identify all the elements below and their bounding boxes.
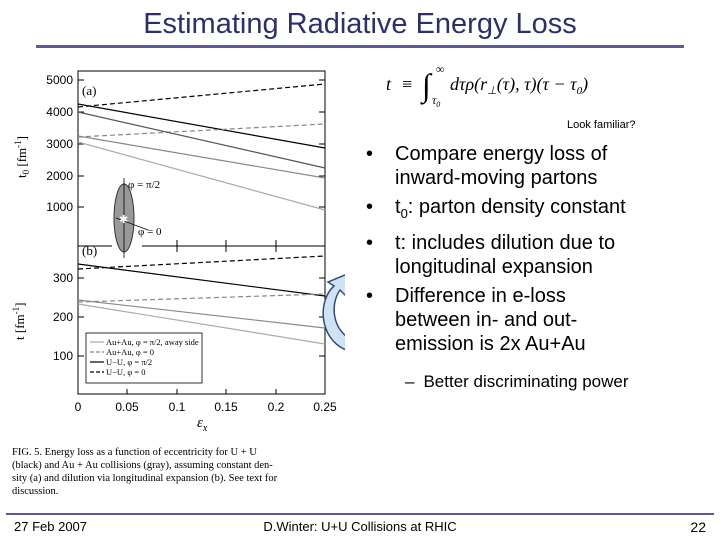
bullet-dot: • xyxy=(366,232,374,254)
slide-title: Estimating Radiative Energy Loss xyxy=(143,8,577,40)
caption-line: discussion. xyxy=(12,486,59,497)
equation xyxy=(380,62,630,108)
bullet-list xyxy=(364,142,710,361)
xtick-025: 0.25 xyxy=(313,400,337,414)
figure-caption xyxy=(12,446,342,498)
eq-upper: ∞ xyxy=(436,62,445,76)
legend-item: Au+Au, φ = π/2, away side xyxy=(106,337,199,347)
legend-item: U−U, φ = π/2 xyxy=(106,357,153,367)
bullet-dot: • xyxy=(366,285,374,307)
curved-arrow xyxy=(323,272,345,350)
caption-line: sity (a) and dilution via longitudinal expansion (b). See text for xyxy=(12,473,278,484)
xtick-005: 0.05 xyxy=(115,400,139,414)
curve-a-extra xyxy=(78,112,325,168)
xtick-01: 0.1 xyxy=(168,400,186,414)
ytick-b-300: 300 xyxy=(52,271,73,285)
ytick-b-100: 100 xyxy=(52,349,73,363)
panel-a-label: (a) xyxy=(82,83,97,98)
curve-b-auau-phi0 xyxy=(78,294,325,302)
legend-item: U−U, φ = 0 xyxy=(106,367,146,377)
eq-integral: ∫ xyxy=(422,67,431,103)
eq-equiv: ≡ xyxy=(402,74,413,94)
eq-body: $d\tau\rho(r_\perp(\tau)$, $\tau)(\tau - \tau_0)$ xyxy=(450,74,589,97)
curve-a-auau-phipi2 xyxy=(78,136,325,178)
ytick-b-200: 200 xyxy=(52,310,73,324)
look-familiar-note: Look familiar? xyxy=(567,119,636,131)
caption-line: FIG. 5. Energy loss as a function of eccentricity for U + U xyxy=(12,447,257,458)
inset-phi-top: φ = π/2 xyxy=(128,179,161,191)
bullet-item: • $t_0$: parton density constant xyxy=(366,196,626,221)
curve-b-uu-phipi2 xyxy=(78,264,325,296)
ytick-a-2000: 2000 xyxy=(46,169,73,183)
bullet-dot: • xyxy=(366,143,374,165)
legend-item: Au+Au, φ = 0 xyxy=(106,347,155,357)
xtick-02: 0.2 xyxy=(267,400,285,414)
footer-center: D.Winter: U+U Collisions at RHIC xyxy=(263,519,457,534)
eq-lhs: t xyxy=(386,74,392,94)
sub-bullet: – Better discriminating power xyxy=(405,372,629,391)
y-axis-label-b: t $[fm^{-1}]$ xyxy=(11,302,27,340)
curve-a-uu-phi0 xyxy=(78,84,325,107)
xtick-0: 0 xyxy=(74,400,82,414)
x-axis-label: $\varepsilon_x$ xyxy=(197,415,208,434)
caption-line: (black) and Au + Au collisions (gray), assuming constant den- xyxy=(12,460,273,471)
footer-rule xyxy=(6,513,714,515)
title-rule xyxy=(36,45,684,48)
ytick-a-1000: 1000 xyxy=(46,200,73,214)
inset-phi-right: φ = 0 xyxy=(138,226,162,238)
inset-star: ✱ xyxy=(119,214,129,226)
ytick-a-4000: 4000 xyxy=(46,105,73,119)
page-number: 22 xyxy=(690,519,706,535)
bullet-dot: • xyxy=(366,196,374,218)
bullet-item: • t: includes dilution due to longitudinal expansion xyxy=(366,232,616,278)
bullet-item: • Compare energy loss of inward-moving partons xyxy=(366,143,608,189)
xtick-015: 0.15 xyxy=(214,400,238,414)
energy-loss-figure xyxy=(0,60,345,510)
y-axis-label-a: $t_0$ $[fm^{-1}]$ xyxy=(13,136,31,178)
ytick-a-3000: 3000 xyxy=(46,137,73,151)
panel-b-label: (b) xyxy=(82,243,98,258)
ytick-a-5000: 5000 xyxy=(46,73,73,87)
footer-date: 27 Feb 2007 xyxy=(14,519,88,534)
bullet-item: • Difference in e-loss between in- and out- emission is 2x Au+Au xyxy=(366,285,586,355)
eq-lower: $\tau_0$ xyxy=(432,93,441,108)
